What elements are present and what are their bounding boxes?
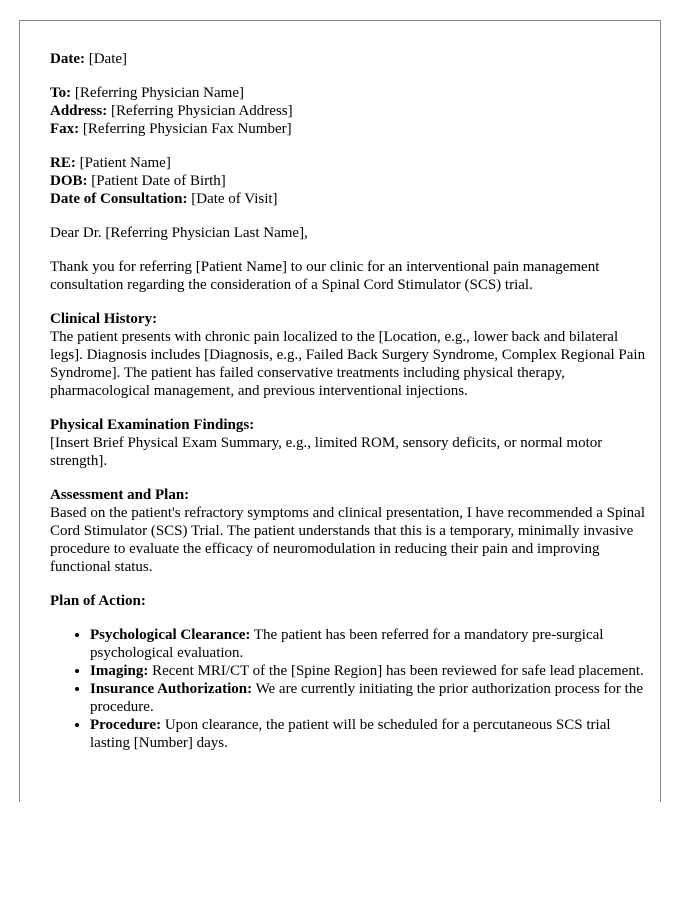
plan-item-label: Imaging: [90,663,149,679]
list-item [90,662,650,680]
clinical-history-heading: Clinical History: [50,311,158,327]
address-value: [Referring Physician Address] [110,103,293,119]
re-value: [Patient Name] [79,155,171,171]
date-line [50,50,650,68]
physical-exam-text: [Insert Brief Physical Exam Summary, e.g., limited ROM, sensory deficits, or normal motor strength]. [50,435,603,469]
plan-item-text: Upon clearance, the patient will be scheduled for a percutaneous SCS trial lasting [Number] days. [90,717,611,751]
recipient-block [50,84,650,138]
clinical-history-section [50,310,650,400]
date-label: Date: [50,51,85,67]
list-item [90,716,650,752]
intro-paragraph: Thank you for referring [Patient Name] to our clinic for an interventional pain management consultation regarding the consideration of a Spinal Cord Stimulator (SCS) trial. [50,259,600,293]
regarding-block [50,154,650,208]
fax-label: Fax: [50,121,80,137]
clinical-history-text: The patient presents with chronic pain localized to the [Location, e.g., lower back and bilateral legs]. Diagnosis includes [Diagnosis, e.g., Failed Back Surgery Syndrome, Complex Regional Pain Syndrome]. The patient has failed conservative treatments including physical therapy, pharmacological management, and previous interventional injections. [50,329,646,399]
physical-exam-section [50,416,650,470]
assessment-heading: Assessment and Plan: [50,487,190,503]
letter-page [19,20,661,802]
plan-item-label: Procedure: [90,717,162,733]
salutation: Dear Dr. [Referring Physician Last Name], [50,225,308,241]
list-item [90,626,650,662]
re-label: RE: [50,155,76,171]
plan-item-label: Insurance Authorization: [90,681,253,697]
plan-list [50,626,650,752]
plan-item-label: Psychological Clearance: [90,627,251,643]
dob-label: DOB: [50,173,88,189]
assessment-text: Based on the patient's refractory symptoms and clinical presentation, I have recommended a Spinal Cord Stimulator (SCS) Trial. The patient understands that this is a temporary, minimally invasive procedure to evaluate the efficacy of neuromodulation in reducing their pain and improving functional status. [50,505,646,575]
plan-item-text: We are currently initiating the prior authorization process for the procedure. [90,681,643,715]
dob-value: [Patient Date of Birth] [91,173,226,189]
address-label: Address: [50,103,108,119]
to-value: [Referring Physician Name] [74,85,244,101]
physical-exam-heading: Physical Examination Findings: [50,417,255,433]
consult-date-value: [Date of Visit] [191,191,278,207]
letter-content [50,50,650,752]
assessment-section [50,486,650,576]
plan-heading: Plan of Action: [50,593,146,609]
plan-item-text: The patient has been referred for a mandatory pre-surgical psychological evaluation. [90,627,604,661]
fax-value: [Referring Physician Fax Number] [82,121,292,137]
plan-item-text: Recent MRI/CT of the [Spine Region] has been reviewed for safe lead placement. [148,663,644,679]
date-value: [Date] [88,51,128,67]
consult-date-label: Date of Consultation: [50,191,188,207]
list-item [90,680,650,716]
to-label: To: [50,85,72,101]
